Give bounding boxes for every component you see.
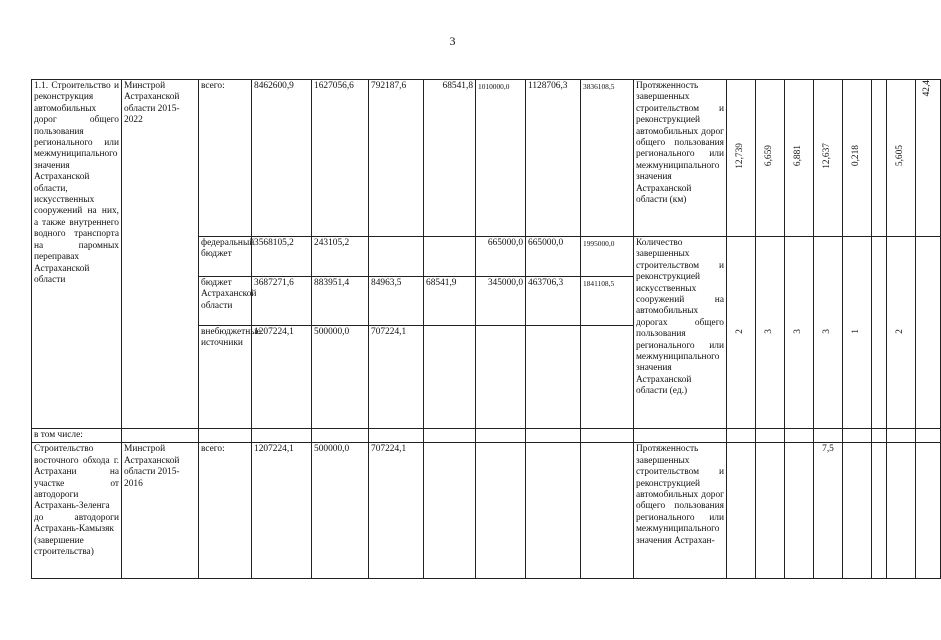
value-2017: 68541,9 — [424, 277, 476, 326]
value-2018 — [476, 443, 526, 579]
measure-name: 1.1. Строительство и реконструкция автомобильных дорог общего пользования регионального или межмуниципального значения Астраханской области, искусственных сооружений на них, а также внутреннего водного транспорта на паромных переправах Астраханской области — [32, 80, 122, 429]
page-number: 3 — [449, 34, 456, 48]
indicator-value — [756, 443, 785, 579]
indicator-value — [872, 237, 887, 429]
indicator-value: 0,218 — [843, 80, 872, 237]
indicator-value: 3 — [756, 237, 785, 429]
value-total: 1207224,1 — [252, 326, 312, 429]
value-2015: 883951,4 — [312, 277, 369, 326]
measure-name: Строительство восточного обхода г. Астрахани на участке от автодороги Астрахань-Зеленга до автодороги Астрахань-Камызяк (завершение строительства) — [32, 443, 122, 579]
value-2017: 68541,8 — [424, 80, 476, 237]
value-2018: 345000,0 — [476, 277, 526, 326]
value-2019 — [526, 443, 581, 579]
value-2015: 500000,0 — [312, 443, 369, 579]
funding-source: бюджет Астраханской области — [199, 277, 252, 326]
value-2018: 1010000,0 — [476, 80, 526, 237]
executor: Минстрой Астраханской области 2015-2022 — [122, 80, 199, 429]
empty-cell — [122, 429, 199, 443]
indicator-value: 6,881 — [785, 80, 814, 237]
funding-source: федеральный бюджет — [199, 237, 252, 277]
value-2016 — [369, 237, 424, 277]
indicator-value: 12,739 — [727, 80, 756, 237]
value-total: 3687271,6 — [252, 277, 312, 326]
indicator-value: 2 — [727, 237, 756, 429]
indicator-value: 3 — [785, 237, 814, 429]
indicator-length: Протяженность завершенных строительством и реконструкцией автомобильных дорог общего пользования регионального или межмуниципального значения Астрахан- — [634, 443, 727, 579]
empty-cell — [785, 429, 814, 443]
indicator-value — [727, 443, 756, 579]
value-2019: 1128706,3 — [526, 80, 581, 237]
empty-cell — [887, 429, 916, 443]
indicator-value — [872, 80, 887, 237]
empty-cell — [424, 429, 476, 443]
empty-cell — [476, 429, 526, 443]
table-row — [32, 80, 941, 237]
indicator-value: 6,659 — [756, 80, 785, 237]
executor: Минстрой Астраханской области 2015-2016 — [122, 443, 199, 579]
indicator-value — [916, 237, 941, 429]
indicator-value — [843, 443, 872, 579]
empty-cell — [581, 429, 634, 443]
value-2016: 792187,6 — [369, 80, 424, 237]
empty-cell — [369, 429, 424, 443]
indicator-value: 12,637 — [814, 80, 843, 237]
value-total: 1207224,1 — [252, 443, 312, 579]
funding-source: всего: — [199, 443, 252, 579]
empty-cell — [814, 429, 843, 443]
value-total: 8462600,9 — [252, 80, 312, 237]
value-2020-2022: 1841108,5 — [581, 277, 634, 326]
value-2017 — [424, 443, 476, 579]
indicator-value — [785, 443, 814, 579]
indicator-structures: Количество завершенных строительством и реконструкцией искусственных сооружений на автомобильных дорогах общего пользования регионального или межмуниципального значения Астраханской области (ед.) — [634, 237, 727, 429]
empty-cell — [634, 429, 727, 443]
indicator-value: 5,605 — [887, 80, 916, 237]
value-2018: 665000,0 — [476, 237, 526, 277]
value-2015: 1627056,6 — [312, 80, 369, 237]
indicator-value: 42,4 — [916, 80, 941, 237]
value-2017 — [424, 237, 476, 277]
value-2015: 243105,2 — [312, 237, 369, 277]
funding-source: внебюджетные источники — [199, 326, 252, 429]
value-2020-2022 — [581, 326, 634, 429]
including-label: в том числе: — [32, 429, 122, 443]
indicator-value: 2 — [887, 237, 916, 429]
empty-cell — [312, 429, 369, 443]
empty-cell — [916, 429, 941, 443]
empty-cell — [526, 429, 581, 443]
value-2015: 500000,0 — [312, 326, 369, 429]
indicator-value: 1 — [843, 237, 872, 429]
value-total: 3568105,2 — [252, 237, 312, 277]
value-2016: 707224,1 — [369, 443, 424, 579]
table-row — [32, 429, 941, 443]
value-2019 — [526, 326, 581, 429]
indicator-value — [887, 443, 916, 579]
table-row — [32, 443, 941, 579]
funding-source: всего: — [199, 80, 252, 237]
indicator-value: 7,5 — [814, 443, 843, 579]
empty-cell — [252, 429, 312, 443]
value-2019: 463706,3 — [526, 277, 581, 326]
indicator-value: 3 — [814, 237, 843, 429]
program-table — [31, 79, 941, 579]
value-2020-2022 — [581, 443, 634, 579]
value-2016: 84963,5 — [369, 277, 424, 326]
empty-cell — [872, 429, 887, 443]
indicator-length: Протяженность завершенных строительством и реконструкцией автомобильных дорог общего пользования регионального или межмуниципального значения Астраханской области (км) — [634, 80, 727, 237]
indicator-value — [916, 443, 941, 579]
value-2016: 707224,1 — [369, 326, 424, 429]
value-2020-2022: 1995000,0 — [581, 237, 634, 277]
value-2017 — [424, 326, 476, 429]
empty-cell — [199, 429, 252, 443]
value-2019: 665000,0 — [526, 237, 581, 277]
empty-cell — [843, 429, 872, 443]
value-2018 — [476, 326, 526, 429]
value-2020-2022: 3836108,5 — [581, 80, 634, 237]
empty-cell — [756, 429, 785, 443]
indicator-value — [872, 443, 887, 579]
empty-cell — [727, 429, 756, 443]
